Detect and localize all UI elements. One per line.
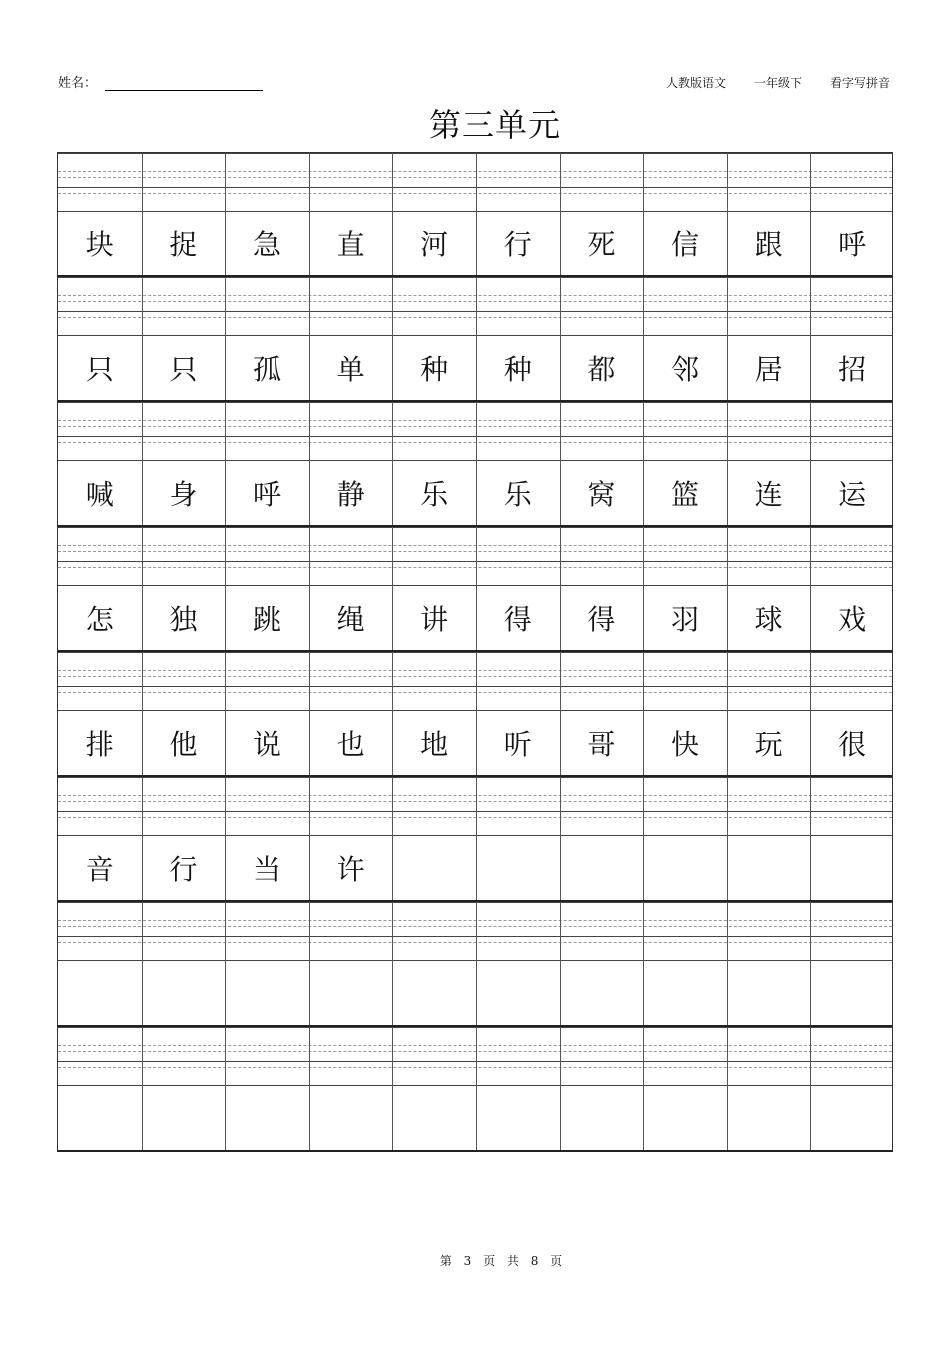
character-cell: 音 (85, 852, 114, 886)
pinyin-guide-line (58, 777, 892, 778)
character-cell: 玩 (754, 727, 783, 761)
character-cell (643, 1085, 727, 1150)
pinyin-guide-line (58, 561, 892, 562)
character-cell (643, 835, 727, 900)
name-field (58, 72, 263, 91)
pinyin-guide-line (58, 295, 892, 296)
pinyin-lines[interactable] (58, 153, 892, 211)
practice-grid (57, 152, 893, 1152)
character-cell: 也 (336, 727, 365, 761)
exercise-label: 看字写拼音 (829, 76, 890, 90)
character-cell (225, 1085, 309, 1150)
character-cell: 静 (336, 477, 365, 511)
pinyin-lines[interactable] (58, 402, 892, 460)
character-cell (142, 1085, 226, 1150)
grid-block (57, 402, 893, 527)
character-cell: 怎 (85, 602, 114, 636)
character-cell: 听 (503, 727, 532, 761)
character-cell: 很 (838, 727, 867, 761)
character-cell: 乐 (503, 477, 532, 511)
pinyin-guide-line (58, 193, 892, 194)
character-cell: 块 (85, 228, 114, 261)
character-cell: 运 (838, 477, 867, 511)
character-cell: 排 (85, 727, 114, 761)
pinyin-guide-line (58, 652, 892, 653)
character-cell (392, 835, 476, 900)
character-cell: 讲 (420, 602, 449, 636)
character-cell (727, 835, 811, 900)
pinyin-guide-line (58, 311, 892, 312)
pinyin-guide-line (58, 426, 892, 427)
pinyin-guide-line (58, 811, 892, 812)
grid-block (57, 527, 893, 652)
pinyin-lines[interactable] (58, 777, 892, 835)
character-cell (560, 1085, 644, 1150)
character-cell: 球 (754, 602, 783, 636)
character-cell (560, 960, 644, 1025)
pinyin-guide-line (58, 1067, 892, 1068)
pinyin-guide-line (58, 1027, 892, 1028)
character-cell: 只 (169, 352, 198, 386)
pinyin-guide-line (58, 1061, 892, 1062)
pinyin-guide-line (58, 920, 892, 921)
pinyin-guide-line (58, 177, 892, 178)
pinyin-guide-line (58, 153, 892, 154)
character-cell: 独 (169, 602, 198, 636)
page-footer: 第 3 页 共 8 页 (439, 1254, 567, 1268)
character-cell: 种 (503, 352, 532, 386)
grid-block (57, 277, 893, 402)
pinyin-guide-line (58, 926, 892, 927)
character-cell: 招 (838, 352, 867, 386)
character-cell (392, 960, 476, 1025)
pinyin-guide-line (58, 936, 892, 937)
pinyin-guide-line (58, 676, 892, 677)
character-cell: 哥 (587, 727, 616, 761)
grid-block (57, 777, 893, 902)
page-title: 第三单元 (428, 106, 561, 144)
pinyin-guide-line (58, 301, 892, 302)
character-cell: 快 (670, 727, 699, 761)
pinyin-guide-line (58, 795, 892, 796)
character-cell: 种 (420, 352, 449, 386)
character-cell: 篮 (670, 477, 699, 511)
pinyin-guide-line (58, 686, 892, 687)
character-cell: 跳 (252, 602, 281, 636)
character-cell: 行 (169, 852, 198, 886)
character-cell: 跟 (754, 228, 783, 261)
character-cell: 都 (587, 352, 616, 386)
character-cell: 窝 (587, 477, 616, 511)
pinyin-lines[interactable] (58, 902, 892, 960)
character-cell (810, 1085, 894, 1150)
grid-block (57, 1027, 893, 1152)
grade-label: 一年级下 (753, 76, 802, 90)
pinyin-guide-line (58, 420, 892, 421)
character-cell: 当 (252, 852, 281, 886)
character-cell: 绳 (336, 602, 365, 636)
pinyin-guide-line (58, 1045, 892, 1046)
character-cell (142, 960, 226, 1025)
character-cell: 单 (336, 352, 365, 386)
character-cell: 捉 (169, 228, 198, 261)
pinyin-guide-line (58, 567, 892, 568)
character-cell: 得 (503, 602, 532, 636)
pinyin-guide-line (58, 442, 892, 443)
pinyin-guide-line (58, 902, 892, 903)
character-cell (727, 1085, 811, 1150)
character-cell (58, 1085, 142, 1150)
pinyin-guide-line (58, 942, 892, 943)
pinyin-guide-line (58, 171, 892, 172)
grid-block (57, 652, 893, 777)
character-cell: 孤 (252, 352, 281, 386)
pinyin-guide-line (58, 436, 892, 437)
pinyin-guide-line (58, 692, 892, 693)
pinyin-guide-line (58, 670, 892, 671)
pinyin-guide-line (58, 527, 892, 528)
character-cell: 呼 (838, 228, 867, 261)
pinyin-guide-line (58, 187, 892, 188)
header-info (666, 74, 890, 91)
character-cell: 急 (252, 228, 281, 261)
character-cell: 得 (587, 602, 616, 636)
character-cell: 邻 (670, 352, 699, 386)
character-cell (643, 960, 727, 1025)
pinyin-lines[interactable] (58, 652, 892, 710)
character-cell: 喊 (85, 477, 114, 511)
name-blank-line[interactable] (105, 72, 263, 91)
character-cell (810, 960, 894, 1025)
name-label: 姓名： (58, 76, 98, 91)
character-cell (225, 960, 309, 1025)
character-cell: 信 (670, 228, 699, 261)
character-cell: 乐 (420, 477, 449, 511)
character-cell (309, 960, 393, 1025)
character-cell: 戏 (838, 602, 867, 636)
character-cell (58, 960, 142, 1025)
publisher-label: 人教版语文 (665, 76, 726, 90)
pinyin-guide-line (58, 551, 892, 552)
character-cell: 只 (85, 352, 114, 386)
pinyin-guide-line (58, 545, 892, 546)
pinyin-guide-line (58, 1051, 892, 1052)
pinyin-lines[interactable] (58, 1027, 892, 1085)
character-cell (476, 1085, 560, 1150)
grid-block (57, 902, 893, 1027)
character-cell (309, 1085, 393, 1150)
character-cell (476, 835, 560, 900)
pinyin-lines[interactable] (58, 527, 892, 585)
pinyin-lines[interactable] (58, 277, 892, 335)
pinyin-guide-line (58, 801, 892, 802)
character-cell: 许 (336, 852, 365, 886)
grid-block (57, 152, 893, 277)
character-cell: 连 (754, 477, 783, 511)
pinyin-guide-line (58, 277, 892, 278)
pinyin-guide-line (58, 317, 892, 318)
character-cell: 河 (420, 228, 449, 261)
character-cell: 他 (169, 727, 198, 761)
character-cell: 行 (503, 228, 532, 261)
pinyin-guide-line (58, 817, 892, 818)
character-cell: 羽 (670, 602, 699, 636)
character-cell: 身 (169, 477, 198, 511)
character-cell (810, 835, 894, 900)
character-cell: 说 (252, 727, 281, 761)
character-cell (392, 1085, 476, 1150)
character-cell (560, 835, 644, 900)
character-cell: 直 (336, 228, 365, 261)
character-cell (476, 960, 560, 1025)
pinyin-guide-line (58, 402, 892, 403)
character-cell: 居 (754, 352, 783, 386)
character-cell: 死 (587, 228, 616, 261)
character-cell: 呼 (252, 477, 281, 511)
character-cell (727, 960, 811, 1025)
character-cell: 地 (420, 727, 449, 761)
